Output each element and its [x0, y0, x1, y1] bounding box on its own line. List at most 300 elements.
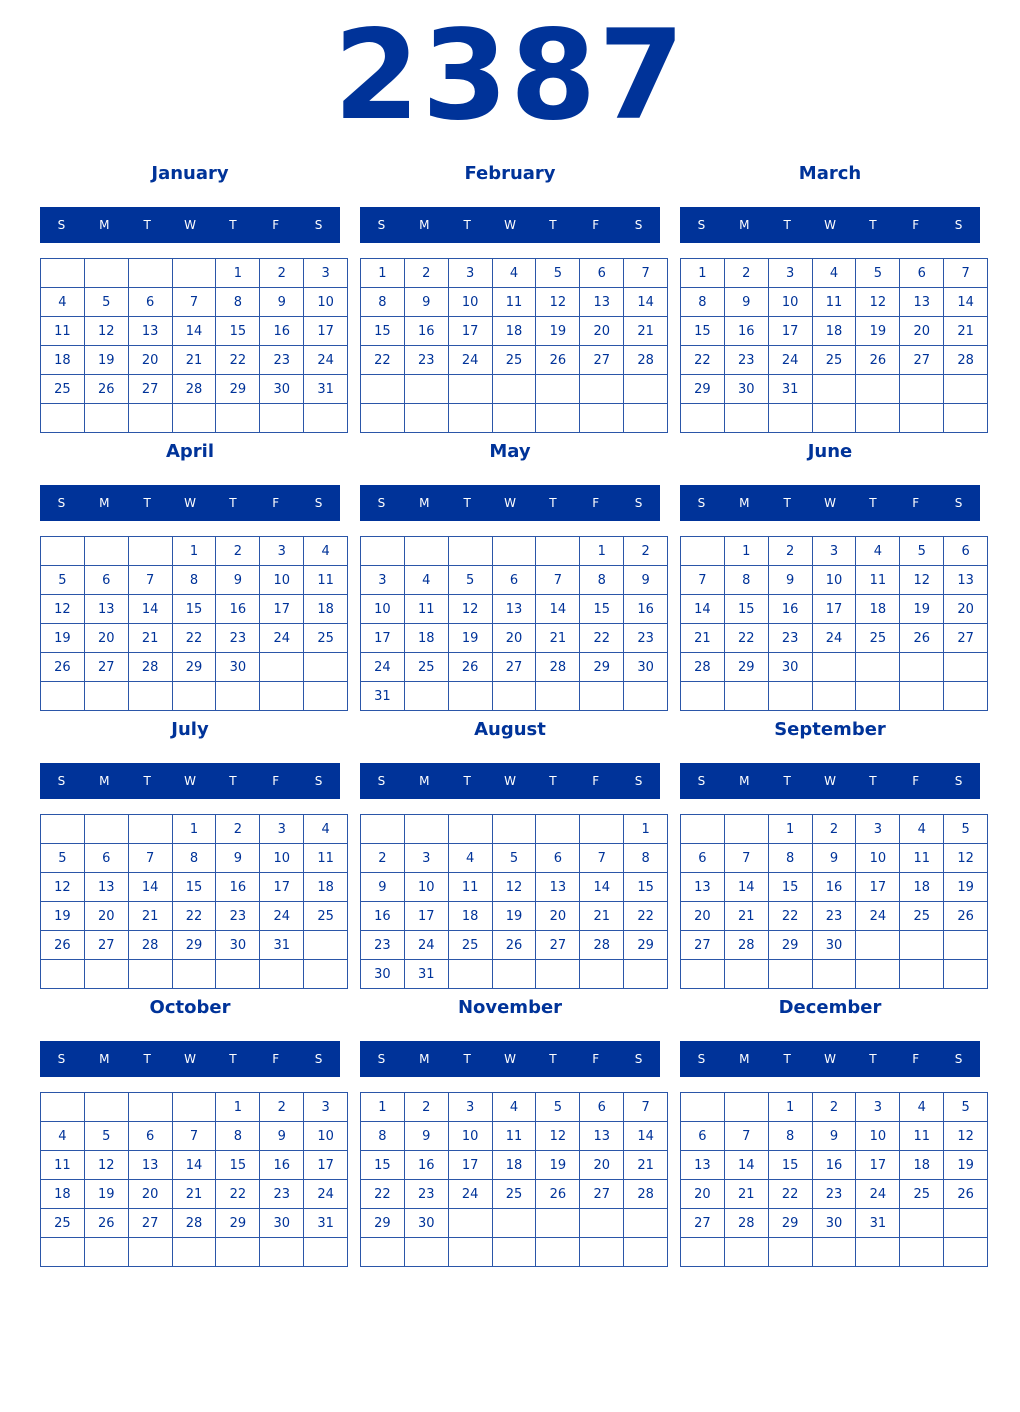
- day-cell: 11: [41, 1151, 85, 1180]
- empty-day-cell: [624, 1209, 668, 1238]
- week-row: [361, 1209, 668, 1238]
- day-cell: 8: [681, 288, 725, 317]
- day-cell: 23: [216, 624, 260, 653]
- day-cell: 23: [404, 1180, 448, 1209]
- empty-day-cell: [812, 1238, 856, 1267]
- day-cell: 15: [216, 317, 260, 346]
- day-cell: 26: [536, 346, 580, 375]
- day-cell: 2: [216, 815, 260, 844]
- week-row: [361, 1151, 668, 1180]
- day-cell: 17: [304, 317, 348, 346]
- weekday-label: M: [739, 218, 750, 232]
- weekday-label: T: [229, 496, 237, 510]
- empty-day-cell: [84, 1093, 128, 1122]
- weekday-label: S: [697, 218, 706, 232]
- day-cell: 24: [812, 624, 856, 653]
- empty-day-cell: [128, 1238, 172, 1267]
- day-cell: 28: [128, 653, 172, 682]
- day-cell: 21: [580, 902, 624, 931]
- day-cell: 14: [944, 288, 988, 317]
- day-cell: 16: [812, 873, 856, 902]
- day-cell: 18: [856, 595, 900, 624]
- day-cell: 10: [856, 844, 900, 873]
- weekday-label: W: [504, 774, 516, 788]
- day-cell: 10: [260, 844, 304, 873]
- day-cell: 23: [361, 931, 405, 960]
- day-cell: 30: [812, 931, 856, 960]
- day-cell: 11: [492, 288, 536, 317]
- day-cell: 9: [216, 566, 260, 595]
- day-cell: 1: [724, 537, 768, 566]
- day-cell: 10: [304, 1122, 348, 1151]
- day-cell: 19: [41, 902, 85, 931]
- day-cell: 14: [172, 1151, 216, 1180]
- day-cell: 21: [724, 1180, 768, 1209]
- weekday-label: S: [954, 496, 963, 510]
- day-cell: 17: [856, 873, 900, 902]
- day-cell: 13: [128, 317, 172, 346]
- day-cell: 26: [492, 931, 536, 960]
- day-cell: 28: [724, 1209, 768, 1238]
- day-cell: 19: [536, 1151, 580, 1180]
- week-row: [681, 1093, 988, 1122]
- weekday-header: [680, 207, 980, 243]
- day-cell: 12: [41, 873, 85, 902]
- week-row: [41, 1151, 348, 1180]
- day-cell: 3: [812, 537, 856, 566]
- day-cell: 8: [216, 1122, 260, 1151]
- day-cell: 25: [492, 1180, 536, 1209]
- day-cell: 4: [304, 815, 348, 844]
- day-cell: 30: [624, 653, 668, 682]
- day-cell: 27: [128, 1209, 172, 1238]
- weekday-label: F: [272, 496, 280, 510]
- day-cell: 27: [681, 931, 725, 960]
- day-cell: 18: [304, 595, 348, 624]
- weekday-label: T: [143, 774, 151, 788]
- day-cell: 6: [900, 259, 944, 288]
- weekday-label: T: [143, 218, 151, 232]
- day-cell: 18: [404, 624, 448, 653]
- day-cell: 13: [536, 873, 580, 902]
- day-cell: 21: [172, 1180, 216, 1209]
- day-cell: 17: [856, 1151, 900, 1180]
- weekday-label: F: [592, 1052, 600, 1066]
- day-cell: 29: [216, 375, 260, 404]
- weekday-label: T: [783, 1052, 791, 1066]
- day-cell: 20: [128, 346, 172, 375]
- day-cell: 9: [404, 1122, 448, 1151]
- day-cell: 16: [260, 1151, 304, 1180]
- day-cell: 19: [492, 902, 536, 931]
- day-cell: 12: [856, 288, 900, 317]
- day-cell: 1: [580, 537, 624, 566]
- day-cell: 3: [260, 537, 304, 566]
- weekday-label: W: [184, 218, 196, 232]
- day-cell: 21: [128, 902, 172, 931]
- weekday-header: [360, 485, 660, 521]
- empty-day-cell: [84, 1238, 128, 1267]
- day-cell: 15: [768, 1151, 812, 1180]
- day-cell: 9: [624, 566, 668, 595]
- day-cell: 28: [681, 653, 725, 682]
- day-cell: 13: [681, 1151, 725, 1180]
- day-cell: 23: [624, 624, 668, 653]
- day-cell: 27: [84, 653, 128, 682]
- day-cell: 27: [580, 1180, 624, 1209]
- empty-day-cell: [172, 1238, 216, 1267]
- day-cell: 21: [724, 902, 768, 931]
- day-cell: 15: [361, 317, 405, 346]
- week-row: [361, 1093, 668, 1122]
- day-cell: 17: [448, 317, 492, 346]
- day-cell: 13: [681, 873, 725, 902]
- day-cell: 19: [944, 873, 988, 902]
- day-cell: 26: [41, 931, 85, 960]
- weekday-header: [40, 207, 340, 243]
- day-cell: 25: [304, 624, 348, 653]
- day-cell: 4: [404, 566, 448, 595]
- day-cell: 25: [41, 375, 85, 404]
- weekday-label: S: [377, 1052, 386, 1066]
- day-cell: 17: [260, 873, 304, 902]
- day-cell: 2: [624, 537, 668, 566]
- day-cell: 24: [856, 902, 900, 931]
- weekday-label: S: [314, 774, 323, 788]
- weekday-label: T: [549, 774, 557, 788]
- weekday-label: S: [57, 218, 66, 232]
- day-cell: 13: [84, 595, 128, 624]
- day-cell: 16: [404, 1151, 448, 1180]
- day-cell: 20: [681, 902, 725, 931]
- day-cell: 5: [41, 844, 85, 873]
- month-title: September: [774, 719, 886, 740]
- day-cell: 10: [260, 566, 304, 595]
- day-cell: 20: [536, 902, 580, 931]
- day-cell: 3: [304, 259, 348, 288]
- day-cell: 2: [260, 1093, 304, 1122]
- month-title: August: [474, 719, 546, 740]
- weekday-label: T: [463, 1052, 471, 1066]
- weekday-label: S: [57, 496, 66, 510]
- empty-day-cell: [536, 1209, 580, 1238]
- weekday-label: T: [869, 1052, 877, 1066]
- weekday-label: S: [377, 496, 386, 510]
- month-january: [40, 0, 340, 397]
- day-cell: 13: [128, 1151, 172, 1180]
- empty-day-cell: [944, 1209, 988, 1238]
- weekday-label: T: [869, 496, 877, 510]
- day-cell: 10: [856, 1122, 900, 1151]
- day-cell: 21: [624, 1151, 668, 1180]
- day-cell: 27: [84, 931, 128, 960]
- weekday-label: W: [504, 1052, 516, 1066]
- day-cell: 11: [812, 288, 856, 317]
- day-cell: 19: [448, 624, 492, 653]
- day-cell: 1: [172, 537, 216, 566]
- day-cell: 30: [768, 653, 812, 682]
- day-cell: 6: [128, 1122, 172, 1151]
- day-cell: 28: [172, 1209, 216, 1238]
- weekday-label: T: [869, 218, 877, 232]
- day-cell: 23: [260, 1180, 304, 1209]
- day-cell: 4: [304, 537, 348, 566]
- day-cell: 2: [216, 537, 260, 566]
- day-cell: 11: [856, 566, 900, 595]
- day-cell: 18: [900, 873, 944, 902]
- day-cell: 30: [260, 375, 304, 404]
- day-cell: 30: [361, 960, 405, 989]
- day-cell: 7: [536, 566, 580, 595]
- day-cell: 16: [216, 595, 260, 624]
- day-cell: 29: [624, 931, 668, 960]
- day-cell: 13: [84, 873, 128, 902]
- day-cell: 30: [216, 653, 260, 682]
- day-cell: 18: [900, 1151, 944, 1180]
- day-cell: 4: [856, 537, 900, 566]
- weekday-label: M: [99, 774, 110, 788]
- day-cell: 25: [404, 653, 448, 682]
- weekday-header: [360, 763, 660, 799]
- weekday-label: W: [504, 218, 516, 232]
- weekday-header: [360, 1041, 660, 1077]
- day-cell: 24: [448, 1180, 492, 1209]
- day-cell: 12: [944, 844, 988, 873]
- day-cell: 23: [404, 346, 448, 375]
- month-february: [360, 0, 660, 368]
- day-cell: 5: [944, 1093, 988, 1122]
- day-cell: 4: [900, 1093, 944, 1122]
- day-cell: 17: [448, 1151, 492, 1180]
- day-cell: 10: [448, 288, 492, 317]
- day-cell: 1: [361, 259, 405, 288]
- weekday-label: T: [229, 1052, 237, 1066]
- day-cell: 8: [624, 844, 668, 873]
- day-cell: 15: [724, 595, 768, 624]
- day-cell: 15: [681, 317, 725, 346]
- day-cell: 29: [216, 1209, 260, 1238]
- weekday-label: T: [549, 218, 557, 232]
- day-cell: 4: [41, 288, 85, 317]
- week-row: [681, 1180, 988, 1209]
- day-cell: 5: [84, 288, 128, 317]
- day-cell: 25: [492, 346, 536, 375]
- day-cell: 20: [580, 317, 624, 346]
- weekday-label: S: [314, 218, 323, 232]
- day-cell: 14: [172, 317, 216, 346]
- day-cell: 14: [128, 873, 172, 902]
- empty-day-cell: [724, 1238, 768, 1267]
- day-cell: 1: [216, 259, 260, 288]
- day-cell: 13: [944, 566, 988, 595]
- day-cell: 28: [580, 931, 624, 960]
- day-cell: 18: [812, 317, 856, 346]
- weekday-label: M: [739, 496, 750, 510]
- day-cell: 21: [681, 624, 725, 653]
- day-cell: 31: [304, 1209, 348, 1238]
- day-cell: 1: [361, 1093, 405, 1122]
- weekday-label: S: [377, 774, 386, 788]
- weekday-label: S: [634, 774, 643, 788]
- day-cell: 29: [724, 653, 768, 682]
- day-cell: 31: [404, 960, 448, 989]
- day-cell: 3: [856, 1093, 900, 1122]
- weekday-label: F: [912, 218, 920, 232]
- day-cell: 6: [580, 259, 624, 288]
- day-cell: 8: [361, 288, 405, 317]
- day-cell: 1: [768, 1093, 812, 1122]
- day-cell: 11: [41, 317, 85, 346]
- day-cell: 22: [216, 346, 260, 375]
- weekday-label: F: [592, 774, 600, 788]
- day-cell: 20: [944, 595, 988, 624]
- week-row: [681, 1238, 988, 1267]
- weekday-label: S: [57, 1052, 66, 1066]
- month-title: March: [798, 163, 862, 184]
- day-cell: 3: [260, 815, 304, 844]
- day-cell: 22: [580, 624, 624, 653]
- day-cell: 7: [128, 566, 172, 595]
- weekday-label: W: [184, 774, 196, 788]
- day-cell: 27: [681, 1209, 725, 1238]
- day-cell: 24: [304, 1180, 348, 1209]
- day-cell: 9: [724, 288, 768, 317]
- day-cell: 7: [624, 1093, 668, 1122]
- day-cell: 10: [304, 288, 348, 317]
- month-november: [360, 834, 660, 1231]
- weekday-label: S: [634, 496, 643, 510]
- weekday-header: [40, 1041, 340, 1077]
- day-cell: 12: [41, 595, 85, 624]
- week-row: [41, 1122, 348, 1151]
- day-cell: 15: [172, 595, 216, 624]
- day-cell: 12: [448, 595, 492, 624]
- day-cell: 11: [304, 844, 348, 873]
- weekday-header: [680, 763, 980, 799]
- day-cell: 7: [128, 844, 172, 873]
- day-cell: 7: [724, 844, 768, 873]
- day-cell: 13: [492, 595, 536, 624]
- day-cell: 31: [260, 931, 304, 960]
- day-cell: 7: [681, 566, 725, 595]
- empty-day-cell: [41, 1238, 85, 1267]
- empty-day-cell: [361, 1238, 405, 1267]
- day-cell: 27: [492, 653, 536, 682]
- day-cell: 23: [812, 902, 856, 931]
- day-cell: 2: [812, 1093, 856, 1122]
- day-cell: 4: [812, 259, 856, 288]
- day-cell: 7: [172, 1122, 216, 1151]
- day-cell: 1: [768, 815, 812, 844]
- day-cell: 18: [41, 346, 85, 375]
- weekday-header: [40, 485, 340, 521]
- day-cell: 22: [768, 1180, 812, 1209]
- day-grid: [680, 1092, 988, 1267]
- day-cell: 12: [84, 1151, 128, 1180]
- day-cell: 12: [900, 566, 944, 595]
- day-cell: 31: [304, 375, 348, 404]
- week-row: [361, 1238, 668, 1267]
- day-cell: 17: [768, 317, 812, 346]
- weekday-label: T: [143, 496, 151, 510]
- day-cell: 8: [172, 844, 216, 873]
- day-cell: 27: [128, 375, 172, 404]
- month-title: December: [778, 997, 882, 1018]
- day-cell: 19: [84, 346, 128, 375]
- day-cell: 17: [260, 595, 304, 624]
- day-cell: 29: [580, 653, 624, 682]
- day-cell: 2: [768, 537, 812, 566]
- day-cell: 14: [681, 595, 725, 624]
- weekday-label: W: [824, 774, 836, 788]
- day-cell: 26: [944, 1180, 988, 1209]
- day-cell: 19: [84, 1180, 128, 1209]
- day-cell: 13: [580, 288, 624, 317]
- day-cell: 25: [448, 931, 492, 960]
- day-cell: 28: [128, 931, 172, 960]
- day-cell: 10: [768, 288, 812, 317]
- day-cell: 20: [580, 1151, 624, 1180]
- week-row: [361, 1180, 668, 1209]
- weekday-label: F: [592, 496, 600, 510]
- day-cell: 4: [448, 844, 492, 873]
- day-cell: 22: [724, 624, 768, 653]
- day-cell: 27: [580, 346, 624, 375]
- day-cell: 3: [448, 1093, 492, 1122]
- weekday-label: S: [954, 1052, 963, 1066]
- day-cell: 27: [900, 346, 944, 375]
- day-cell: 14: [536, 595, 580, 624]
- day-cell: 5: [536, 259, 580, 288]
- day-cell: 16: [216, 873, 260, 902]
- day-cell: 11: [900, 1122, 944, 1151]
- day-cell: 7: [944, 259, 988, 288]
- day-cell: 30: [260, 1209, 304, 1238]
- day-cell: 15: [768, 873, 812, 902]
- day-cell: 29: [768, 1209, 812, 1238]
- day-cell: 3: [448, 259, 492, 288]
- weekday-header: [40, 763, 340, 799]
- month-title: October: [149, 997, 231, 1018]
- day-cell: 1: [216, 1093, 260, 1122]
- day-cell: 28: [944, 346, 988, 375]
- weekday-label: S: [697, 1052, 706, 1066]
- day-cell: 29: [172, 931, 216, 960]
- week-row: [681, 1151, 988, 1180]
- day-cell: 21: [128, 624, 172, 653]
- day-cell: 8: [580, 566, 624, 595]
- day-cell: 20: [900, 317, 944, 346]
- day-cell: 23: [768, 624, 812, 653]
- day-cell: 2: [361, 844, 405, 873]
- empty-day-cell: [260, 1238, 304, 1267]
- day-cell: 16: [768, 595, 812, 624]
- day-cell: 27: [944, 624, 988, 653]
- day-cell: 28: [624, 1180, 668, 1209]
- day-cell: 25: [900, 902, 944, 931]
- weekday-label: T: [783, 496, 791, 510]
- weekday-label: T: [229, 218, 237, 232]
- day-cell: 27: [536, 931, 580, 960]
- day-cell: 4: [41, 1122, 85, 1151]
- day-cell: 11: [492, 1122, 536, 1151]
- day-cell: 16: [724, 317, 768, 346]
- day-cell: 2: [404, 1093, 448, 1122]
- day-cell: 20: [84, 624, 128, 653]
- day-cell: 29: [768, 931, 812, 960]
- day-cell: 19: [944, 1151, 988, 1180]
- day-cell: 8: [724, 566, 768, 595]
